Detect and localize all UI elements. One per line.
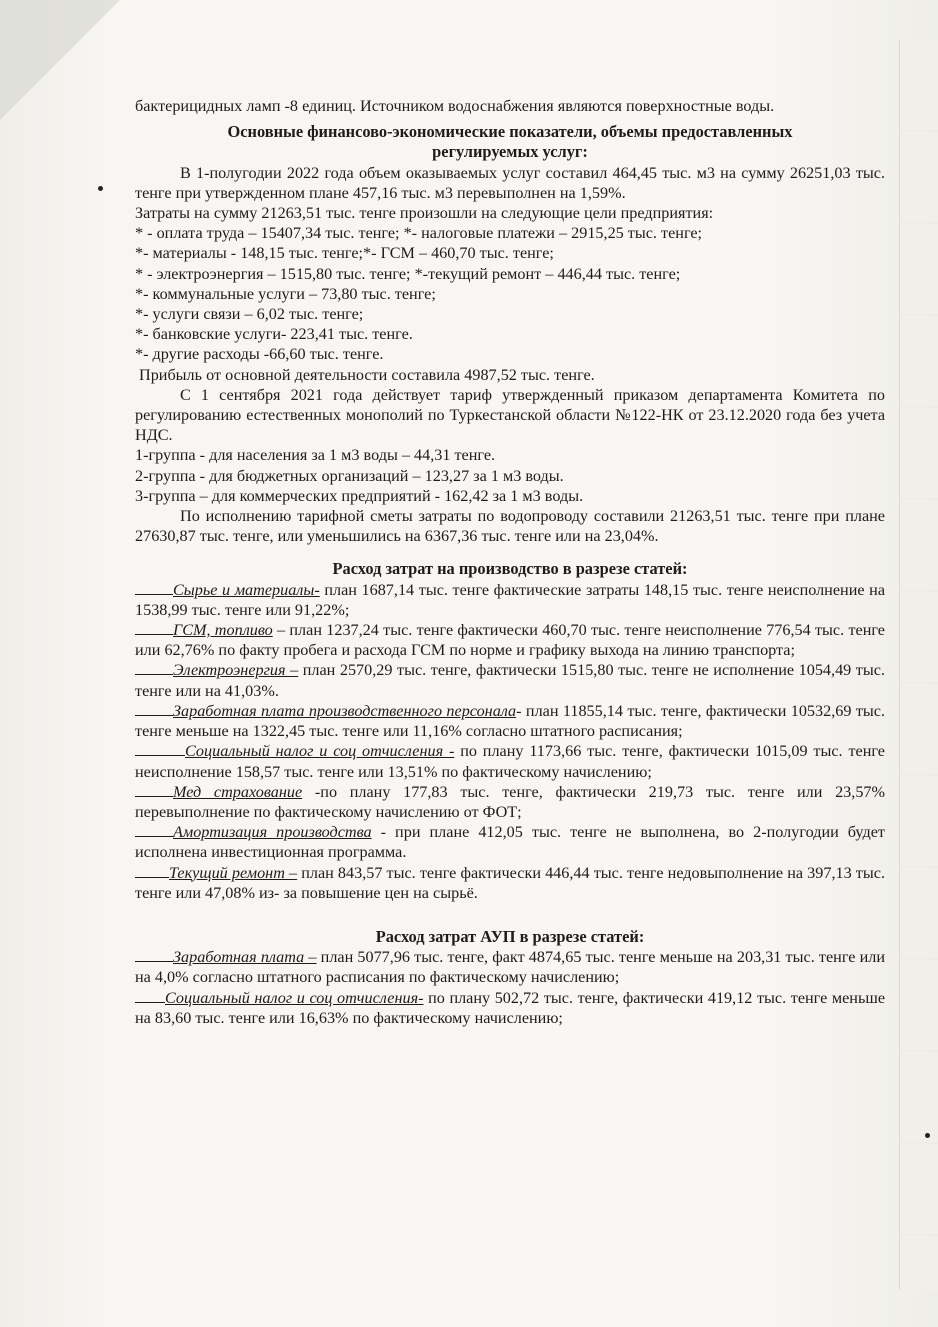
item-label: Мед страхование	[173, 782, 303, 801]
tariff-group: 2-группа - для бюджетных организаций – 123,27 за 1 м3 воды.	[135, 466, 564, 485]
document-body	[135, 96, 885, 1028]
cost-line: * - оплата труда – 15407,34 тыс. тенге; *- налоговые платежи – 2915,25 тыс. тенге;	[135, 224, 703, 243]
production-item	[135, 660, 885, 700]
item-label: Сырье и материалы-	[173, 580, 320, 599]
production-item	[135, 863, 885, 903]
leader-line	[135, 990, 165, 1003]
tariff-groups	[135, 445, 885, 506]
leader-line	[135, 865, 169, 878]
item-label: Амортизация производства	[173, 823, 372, 842]
production-item	[135, 822, 885, 862]
tariff-paragraph: С 1 сентября 2021 года действует тариф утвержденный приказом департамента Комитета по регулированию естественных монополий по Туркестанской области №122-НК от 23.12.2020 года без учета НДС.	[135, 385, 885, 445]
cost-line: *- услуги связи – 6,02 тыс. тенге;	[135, 305, 364, 324]
item-text: план 2570,29 тыс. тенге, фактически 1515,80 тыс. тенге не исполнение 1054,49 тыс. тенге или на 41,03%.	[135, 661, 885, 700]
aup-item	[135, 988, 885, 1028]
costs-intro: Затраты на сумму 21263,51 тыс. тенге произошли на следующие цели предприятия:	[135, 204, 714, 223]
production-item	[135, 620, 885, 660]
cost-line: * - электроэнергия – 1515,80 тыс. тенге; *-текущий ремонт – 446,44 тыс. тенге;	[135, 264, 681, 283]
cost-line: *- банковские услуги- 223,41 тыс. тенге.	[135, 325, 413, 344]
tariff-group: 3-группа – для коммерческих предприятий - 162,42 за 1 м3 воды.	[135, 486, 584, 505]
leader-line	[135, 949, 173, 962]
section-title-aup: Расход затрат АУП в разрезе статей:	[375, 926, 645, 946]
item-label: Заработная плата производственного персонала	[173, 701, 517, 720]
intro-paragraph: бактерицидных ламп -8 единиц. Источником водоснабжения являются поверхностные воды.	[135, 97, 775, 115]
leader-line	[135, 743, 185, 756]
item-label: Заработная плата –	[173, 948, 317, 967]
page-fold-shadow	[0, 0, 120, 120]
item-text: -по плану 177,83 тыс. тенге, фактически 219,73 тыс. тенге или 23,57% перевыполнение по фактическому начислению от ФОТ;	[135, 782, 885, 821]
estimate-paragraph: По исполнению тарифной сметы затраты по водопроводу составили 21263,51 тыс. тенге при плане 27630,87 тыс. тенге, или уменьшились на 6367,36 тыс. тенге или на 23,04%.	[135, 507, 885, 546]
item-text: - при плане 412,05 тыс. тенге не выполнена, во 2-полугодии будет исполнена инвестиционная программа.	[135, 823, 885, 862]
item-text: – план 1237,24 тыс. тенге фактически 460,70 тыс. тенге неисполнение 776,54 тыс. тенге или 62,76% по факту пробега и расхода ГСМ по норме и графику выхода на линию транспорта;	[135, 621, 885, 660]
leader-line	[135, 784, 173, 797]
aup-item	[135, 947, 885, 987]
scan-speck	[925, 1133, 930, 1138]
leader-line	[135, 703, 173, 716]
section-title-production: Расход затрат на производство в разрезе статей:	[332, 559, 688, 579]
cost-line: *- коммунальные услуги – 73,80 тыс. тенге;	[135, 284, 436, 303]
production-item	[135, 741, 885, 781]
item-text: по плану 502,72 тыс. тенге, фактически 419,12 тыс. тенге меньше на 83,60 тыс. тенге или 16,63% по фактическому начислению;	[135, 988, 885, 1027]
profit-line: Прибыль от основной деятельности составила 4987,52 тыс. тенге.	[139, 365, 595, 384]
item-text: план 843,57 тыс. тенге фактически 446,44 тыс. тенге недовыполнение на 397,13 тыс. тенге или 47,08% из- за повышение цен на сырьё.	[135, 863, 885, 902]
section-title-main-line1: Основные финансово-экономические показатели, объемы предоставленных	[227, 122, 793, 142]
section-title-main-line2: регулируемых услуг:	[432, 142, 588, 162]
item-text: - план 11855,14 тыс. тенге, фактически 10532,69 тыс. тенге меньше на 1322,45 тыс. тенге или 11,16% согласно штатного расписания;	[135, 701, 886, 741]
production-item	[135, 580, 885, 620]
item-label: Социальный налог и соц отчисления-	[165, 988, 424, 1007]
cost-line: *- материалы - 148,15 тыс. тенге;*- ГСМ – 460,70 тыс. тенге;	[135, 244, 554, 263]
scan-speck	[98, 186, 103, 191]
leader-line	[135, 582, 173, 595]
bleed-through-edge	[899, 40, 938, 1290]
production-item	[135, 701, 885, 741]
cost-line: *- другие расходы -66,60 тыс. тенге.	[135, 345, 384, 364]
item-label: Электроэнергия –	[173, 661, 299, 680]
item-label: ГСМ, топливо	[173, 621, 273, 640]
section-title-main	[135, 122, 885, 162]
item-label: Текущий ремонт –	[169, 863, 298, 882]
leader-line	[135, 662, 173, 675]
leader-line	[135, 824, 173, 837]
item-text: по плану 1173,66 тыс. тенге, фактически 1015,09 тыс. тенге неисполнение 158,57 тыс. тенге или 13,51% по фактическому начислению;	[135, 742, 885, 781]
volume-paragraph: В 1-полугодии 2022 года объем оказываемых услуг составил 464,45 тыс. м3 на сумму 26251,03 тыс. тенге при утвержденном плане 457,16 тыс. м3 перевыполнен на 1,59%.	[135, 163, 885, 202]
item-text: план 1687,14 тыс. тенге фактические затраты 148,15 тыс. тенге неисполнение на 1538,99 тыс. тенге или 91,22%;	[135, 580, 886, 619]
costs-list	[135, 223, 885, 364]
leader-line	[135, 622, 173, 635]
item-text: план 5077,96 тыс. тенге, факт 4874,65 тыс. тенге меньше на 203,31 тыс. тенге или на 4,0% согласно штатного расписания по фактическому начислению;	[135, 948, 885, 987]
production-item	[135, 782, 885, 822]
item-label: Социальный налог и соц отчисления -	[185, 742, 455, 761]
tariff-group: 1-группа - для населения за 1 м3 воды – 44,31 тенге.	[135, 446, 496, 465]
